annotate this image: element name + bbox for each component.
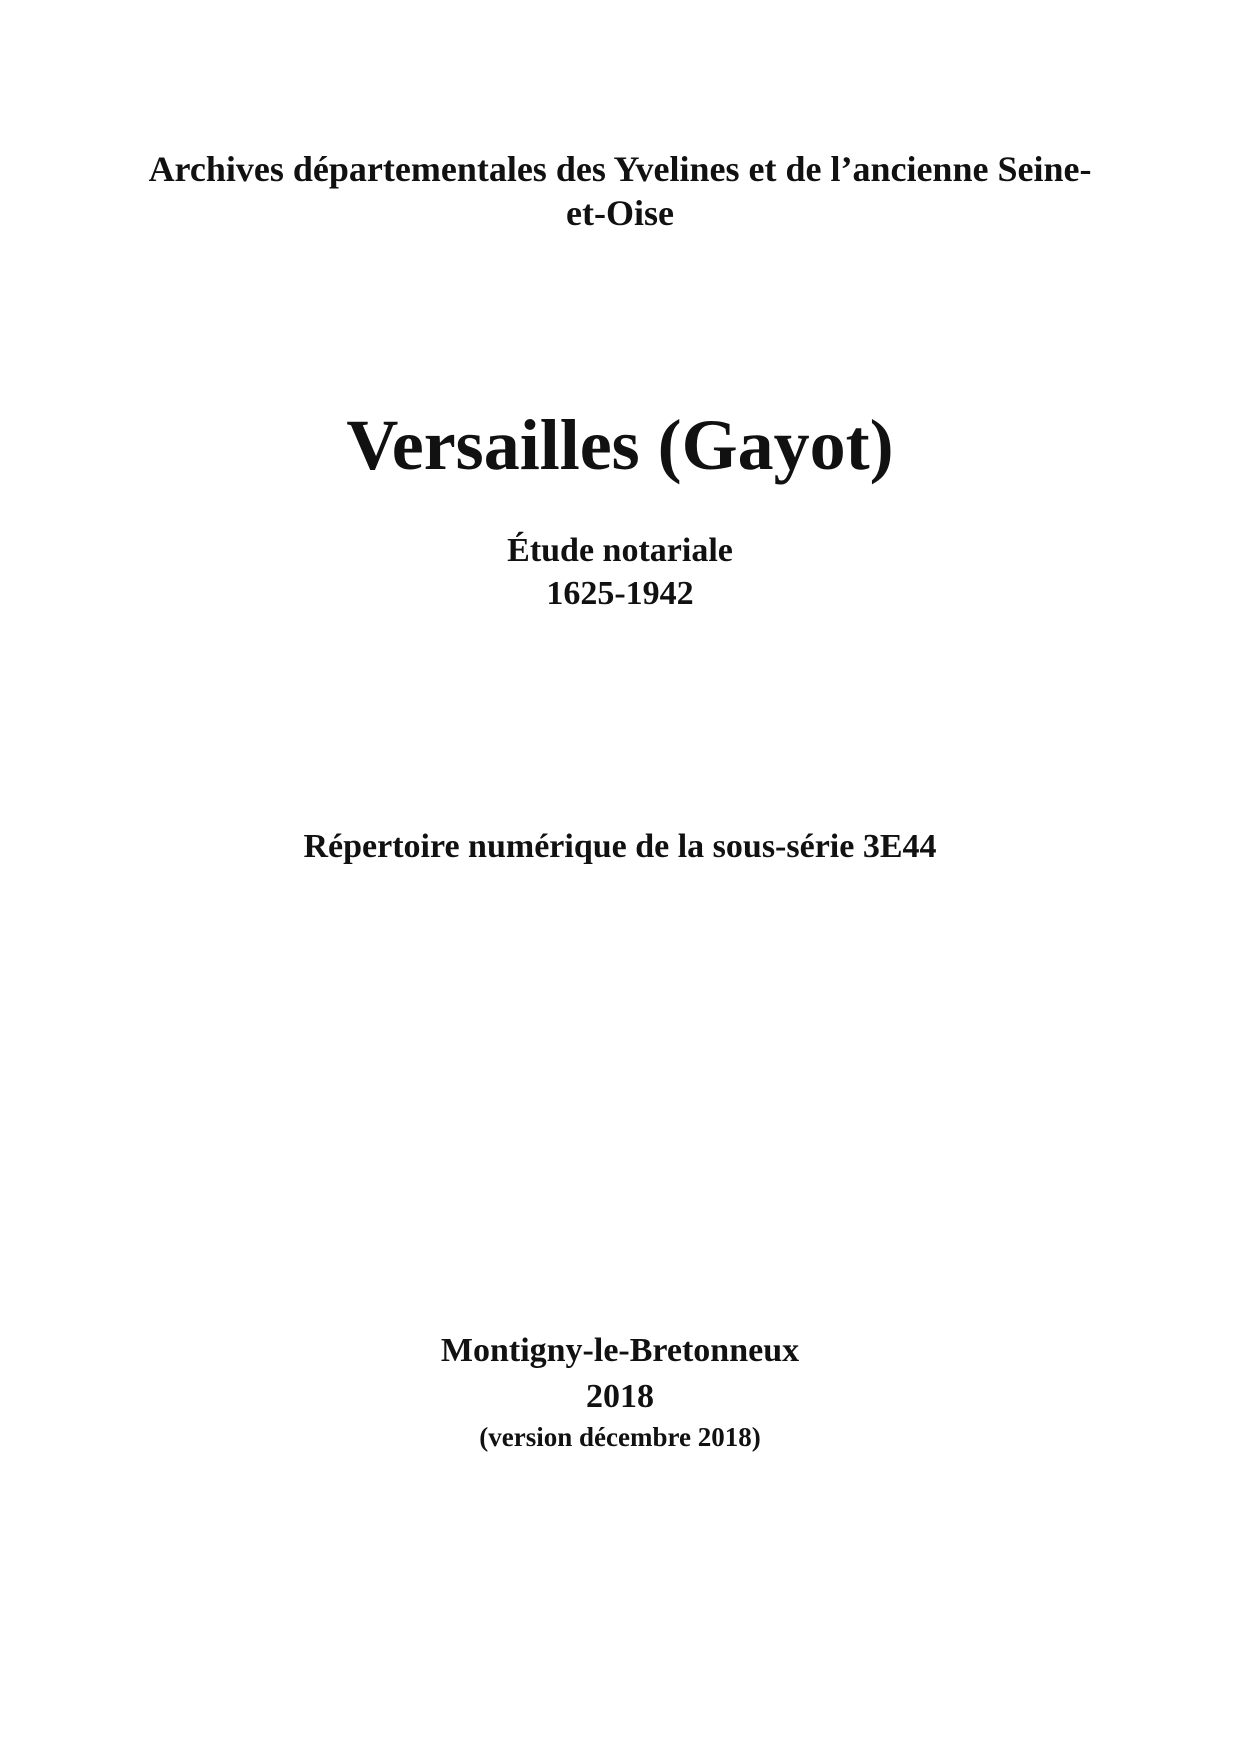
publication-year: 2018 xyxy=(586,1378,654,1415)
institution-name-line-1: Archives départementales des Yvelines et de l’ancienne Seine- xyxy=(148,149,1092,189)
version-note: (version décembre 2018) xyxy=(479,1422,761,1452)
publication-place: Montigny-le-Bretonneux xyxy=(440,1332,800,1369)
document-subtitle: Étude notariale xyxy=(507,532,733,569)
institution-name-line-2: et-Oise xyxy=(566,193,674,233)
date-range: 1625-1942 xyxy=(546,575,694,612)
inventory-description: Répertoire numérique de la sous-série 3E44 xyxy=(303,828,937,865)
document-title: Versailles (Gayot) xyxy=(346,405,894,485)
